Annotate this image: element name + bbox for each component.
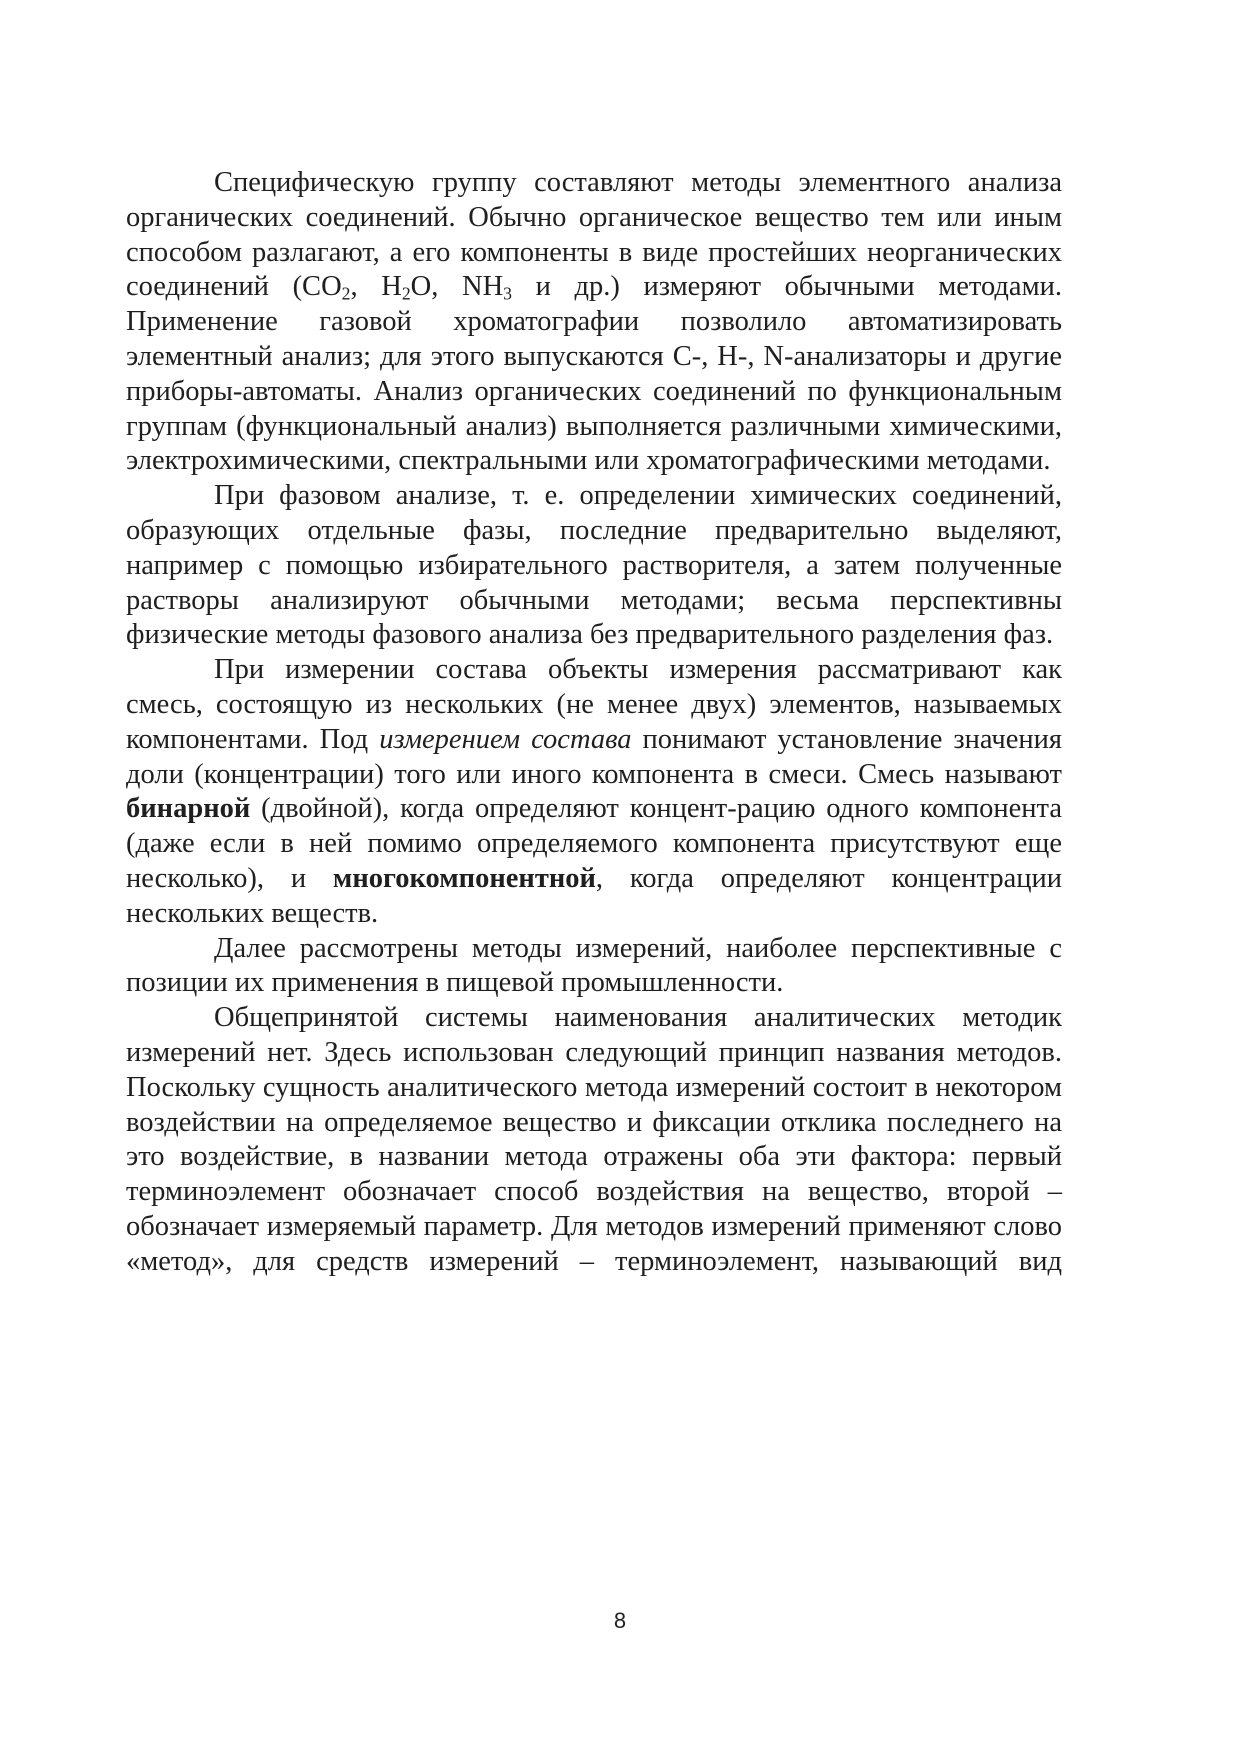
page-number: 8: [613, 1608, 627, 1633]
text-run: Далее рассмотрены методы измерений, наиболее перспективные с позиции их применения в пищевой промышленности.: [126, 932, 1062, 999]
paragraph: [126, 932, 1062, 1002]
body-text: [126, 166, 1062, 1280]
bold-term: бинарной: [126, 793, 251, 825]
subscript: 3: [503, 283, 512, 304]
text-run: При измерении состава объекты измерения рассматривают как смесь, состоящую из нескольких (не менее двух) элементов, называемых компонентами. Под: [126, 654, 1062, 755]
text-run: Общепринятой системы наименования аналитических методик измерений нет. Здесь использован следующий принцип названия методов. Поскольку сущность аналитического метода измерений состоит в некотором воздействии на определяемое вещество и фиксации отклика последнего на это воздействие, в названии метода отражены оба эти фактора: первый терминоэлемент обозначает способ воздействия на вещество, второй – обозначает измеряемый параметр. Для методов измерений применяют слово «метод», для средств измерений – терминоэлемент, называющий вид: [126, 1002, 1062, 1277]
italic-term: измерением состава: [379, 723, 632, 755]
text-run: При фазовом анализе, т. е. определении химических соединений, образующих отдельные фазы, последние предварительно выделяют, например с помощью избирательного растворителя, а затем полученные растворы анализируют обычными методами; весьма перспективны физические методы фазового анализа без предварительного разделения фаз.: [126, 480, 1062, 651]
paragraph: [126, 166, 1062, 479]
paragraph: [126, 653, 1062, 931]
subscript: 2: [341, 283, 351, 304]
text-run: понимают установление значения доли (концентрации) того или иного компонента в смеси. Смесь называют: [126, 723, 1062, 790]
text-run: O, NH: [410, 271, 504, 303]
text-run: и др.) измеряют обычными методами. Применение газовой хроматографии позволило автоматизировать элементный анализ; для этого выпускаются С-, Н-, N-анализаторы и другие приборы-автоматы. Анализ органических соединений по функциональным группам (функциональный анализ) выполняется различными химическими, электрохимическими, спектральными или хроматографическими методами.: [126, 271, 1062, 477]
text-run: , H: [350, 271, 402, 303]
subscript: 2: [401, 283, 411, 304]
text-run: , когда определяют концентрации нескольких веществ.: [126, 862, 1062, 929]
paragraph: [126, 479, 1062, 653]
bold-term: многокомпонентной: [332, 862, 596, 894]
text-run: Специфическую группу составляют методы элементного анализа органических соединений. Обычно органическое вещество тем или иным способом разлагают, а его компоненты в виде простейших неорганических соединений (CO: [126, 167, 1062, 303]
text-run: (двойной), когда определяют концент-рацию одного компонента (даже если в ней помимо определяемого компонента присутствуют еще несколько), и: [126, 793, 1062, 894]
paragraph: [126, 1001, 1062, 1279]
